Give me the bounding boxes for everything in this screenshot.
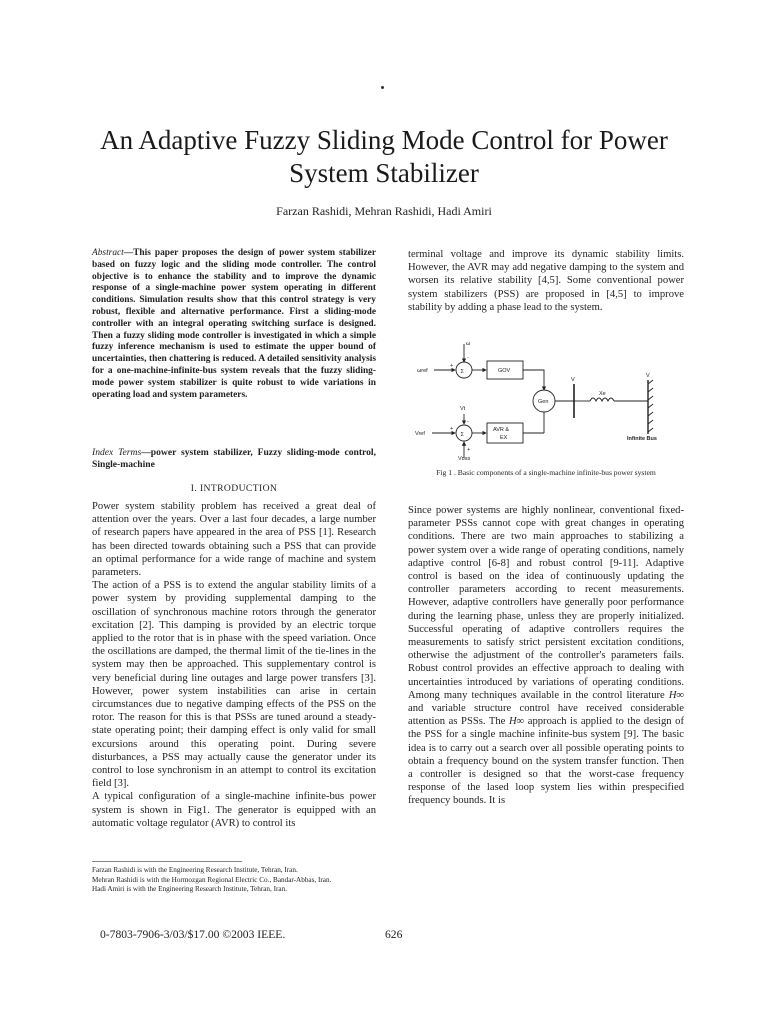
label-vt: Vt [460, 406, 466, 412]
label-v: V [571, 377, 575, 383]
label-plus-top: + [450, 363, 454, 369]
intro-paragraph: Power system stability problem has received a great deal of attention over the years. Over a last four decades, a large number of research papers have appeared in the area of PSS [1]. Research has been directed towards obtaining such a PSS that can provide an optimal performance for a wide range of machine and system parameters. [92, 501, 376, 579]
label-avr: AVR & [493, 427, 510, 433]
sum-junction-top [456, 362, 472, 378]
right-text-a: Since power systems are highly nonlinear, conventional fixed-parameter PSSs cannot cope with great changes in operating conditions. There are two main approaches to stabilizing a power system over a wide range of operating conditions, namely adaptive control [6-8] and robust control [9-11]. Adaptive control is based on the idea of continuously updating the controller parameters according to recent measurements. However, adaptive controllers have generally poor performance during the learning phase, unless they are properly initialized. Successful operating of adaptive controllers requires the measurements to satisfy strict persistent excitation conditions, otherwise the adjustment of the controller's parameters fails. Robust control provides an effective approach to dealing with uncertainties introduced by variations of operating conditions. Among many techniques available in the control literature [408, 505, 684, 701]
footer-copyright: 0-7803-7906-3/03/$17.00 ©2003 IEEE. [100, 928, 286, 941]
footnote-rule [92, 861, 242, 862]
label-infinite-v: V [646, 373, 650, 379]
intro-paragraph: A typical configuration of a single-machine infinite-bus power system is shown in Fig1. The generator is equipped with an automatic voltage regulator (AVR) to control its [92, 791, 376, 829]
h-infinity-symbol: H∞ [508, 716, 525, 728]
footnote: Hadi Amiri is with the Engineering Research Institute, Tehran, Iran. [92, 885, 287, 894]
h-infinity-symbol: H∞ [668, 689, 685, 701]
index-lead: Index Terms [92, 447, 142, 458]
gov-to-gen-line [523, 370, 544, 390]
author-list: Farzan Rashidi, Mehran Rashidi, Hadi Amiri [276, 204, 492, 218]
footnote: Mehran Rashidi is with the Hormozgan Regional Electric Co., Bandar-Abbas, Iran. [92, 875, 332, 884]
sum-junction-bottom [456, 425, 472, 441]
footnotes [92, 866, 422, 895]
label-minus-bottom: - [467, 419, 469, 425]
label-plus-vpss: + [467, 447, 471, 453]
figure-1-diagram [414, 338, 682, 460]
label-omega: ω [466, 341, 471, 347]
label-sigma-bottom: Σ [460, 432, 464, 438]
index-terms [92, 447, 376, 471]
right-column-bottom [408, 504, 684, 808]
label-xe: Xe [599, 391, 606, 397]
page-number: 626 [385, 928, 403, 941]
label-vref: Vref [415, 431, 425, 437]
line-reactance [590, 398, 614, 401]
footnote: Farzan Rashidi is with the Engineering Research Institute, Tehran, Iran. [92, 866, 298, 874]
paper-title: An Adaptive Fuzzy Sliding Mode Control for Power System Stabilizer [100, 125, 668, 188]
right-text-b: and variable structure control have received considerable attention as PSSs. The [408, 703, 684, 728]
label-infinite-bus: Infinite Bus [627, 436, 657, 442]
right-text-c: approach is applied to the design of the PSS for a single machine infinite-bus system [9]. The basic idea is to carry out a search over all possible operating points to obtain a frequency bound on the system transfer function. Then a controller is designed so that the worst-case frequency response of the lased loop system lies within prespecified frequency bounds. It is [408, 716, 684, 807]
label-ex: EX [500, 435, 508, 441]
label-plus-bottom: + [450, 426, 454, 432]
label-gen: Gen [538, 399, 549, 405]
label-vpss: Vpss [458, 456, 471, 460]
figure-caption: Fig 1 . Basic components of a single-machine infinite-bus power system [436, 468, 656, 477]
abstract [92, 248, 376, 401]
abstract-lead: Abstract [92, 248, 124, 258]
stray-dot [381, 86, 384, 89]
label-wref: ωref [417, 368, 428, 374]
intro-paragraph: The action of a PSS is to extend the angular stability limits of a power system by providing supplemental damping to the oscillation of synchronous machine rotors through the generator excitation [2]. This damping is provided by an electric torque applied to the rotor that is in phase with the speed variation. Once the oscillations are damped, the thermal limit of the tie-lines in the system may then be approached. This supplementary control is very beneficial during line outages and large power transfers [3]. However, power system instabilities can arise in certain circumstances due to negative damping effects of the PSS on the rotor. The reason for this is that PSSs are tuned around a steady-state operating point; their damping effect is only valid for small excursions around this operating point. During severe disturbances, a PSS may actually cause the generator under its control to lose synchronism in an attempt to control its excitation field [3]. [92, 580, 376, 790]
label-minus-top: - [467, 355, 469, 361]
right-column-top: terminal voltage and improve its dynamic stability limits. However, the AVR may add negative damping to the system and worsen its relative stability [4,5]. Some conventional power system stabilizers (PSS) are proposed in [4,5] to improve stability by adding a phase lead to the system. [408, 249, 684, 313]
section-heading: I. INTRODUCTION [190, 483, 278, 494]
label-sigma-top: Σ [460, 369, 464, 375]
introduction-text [92, 500, 376, 830]
label-gov: GOV [498, 368, 511, 374]
index-text: —power system stabilizer, Fuzzy sliding-mode control, Single-machine [92, 447, 376, 470]
infinite-bus-hatch [648, 380, 653, 432]
abstract-text: —This paper proposes the design of power system stabilizer based on fuzzy logic and the sliding mode controller. The control objective is to enhance the stability and to improve the dynamic response of a single-machine power system operating in different conditions. Simulation results show that this control strategy is very robust, flexible and alternative performance. First a sliding-mode controller with an integral operating switching surface is designed. Then a fuzzy sliding mode controller is investigated in which a simple fuzzy inference mechanism is used to estimate the upper bound of uncertainties, then chattering is reduced. A detailed sensitivity analysis for a one-machine-infinite-bus system reveals that the fuzzy sliding-mode power system stabilizer is quite robust to wide variations in operating load and system parameters. [92, 248, 376, 400]
